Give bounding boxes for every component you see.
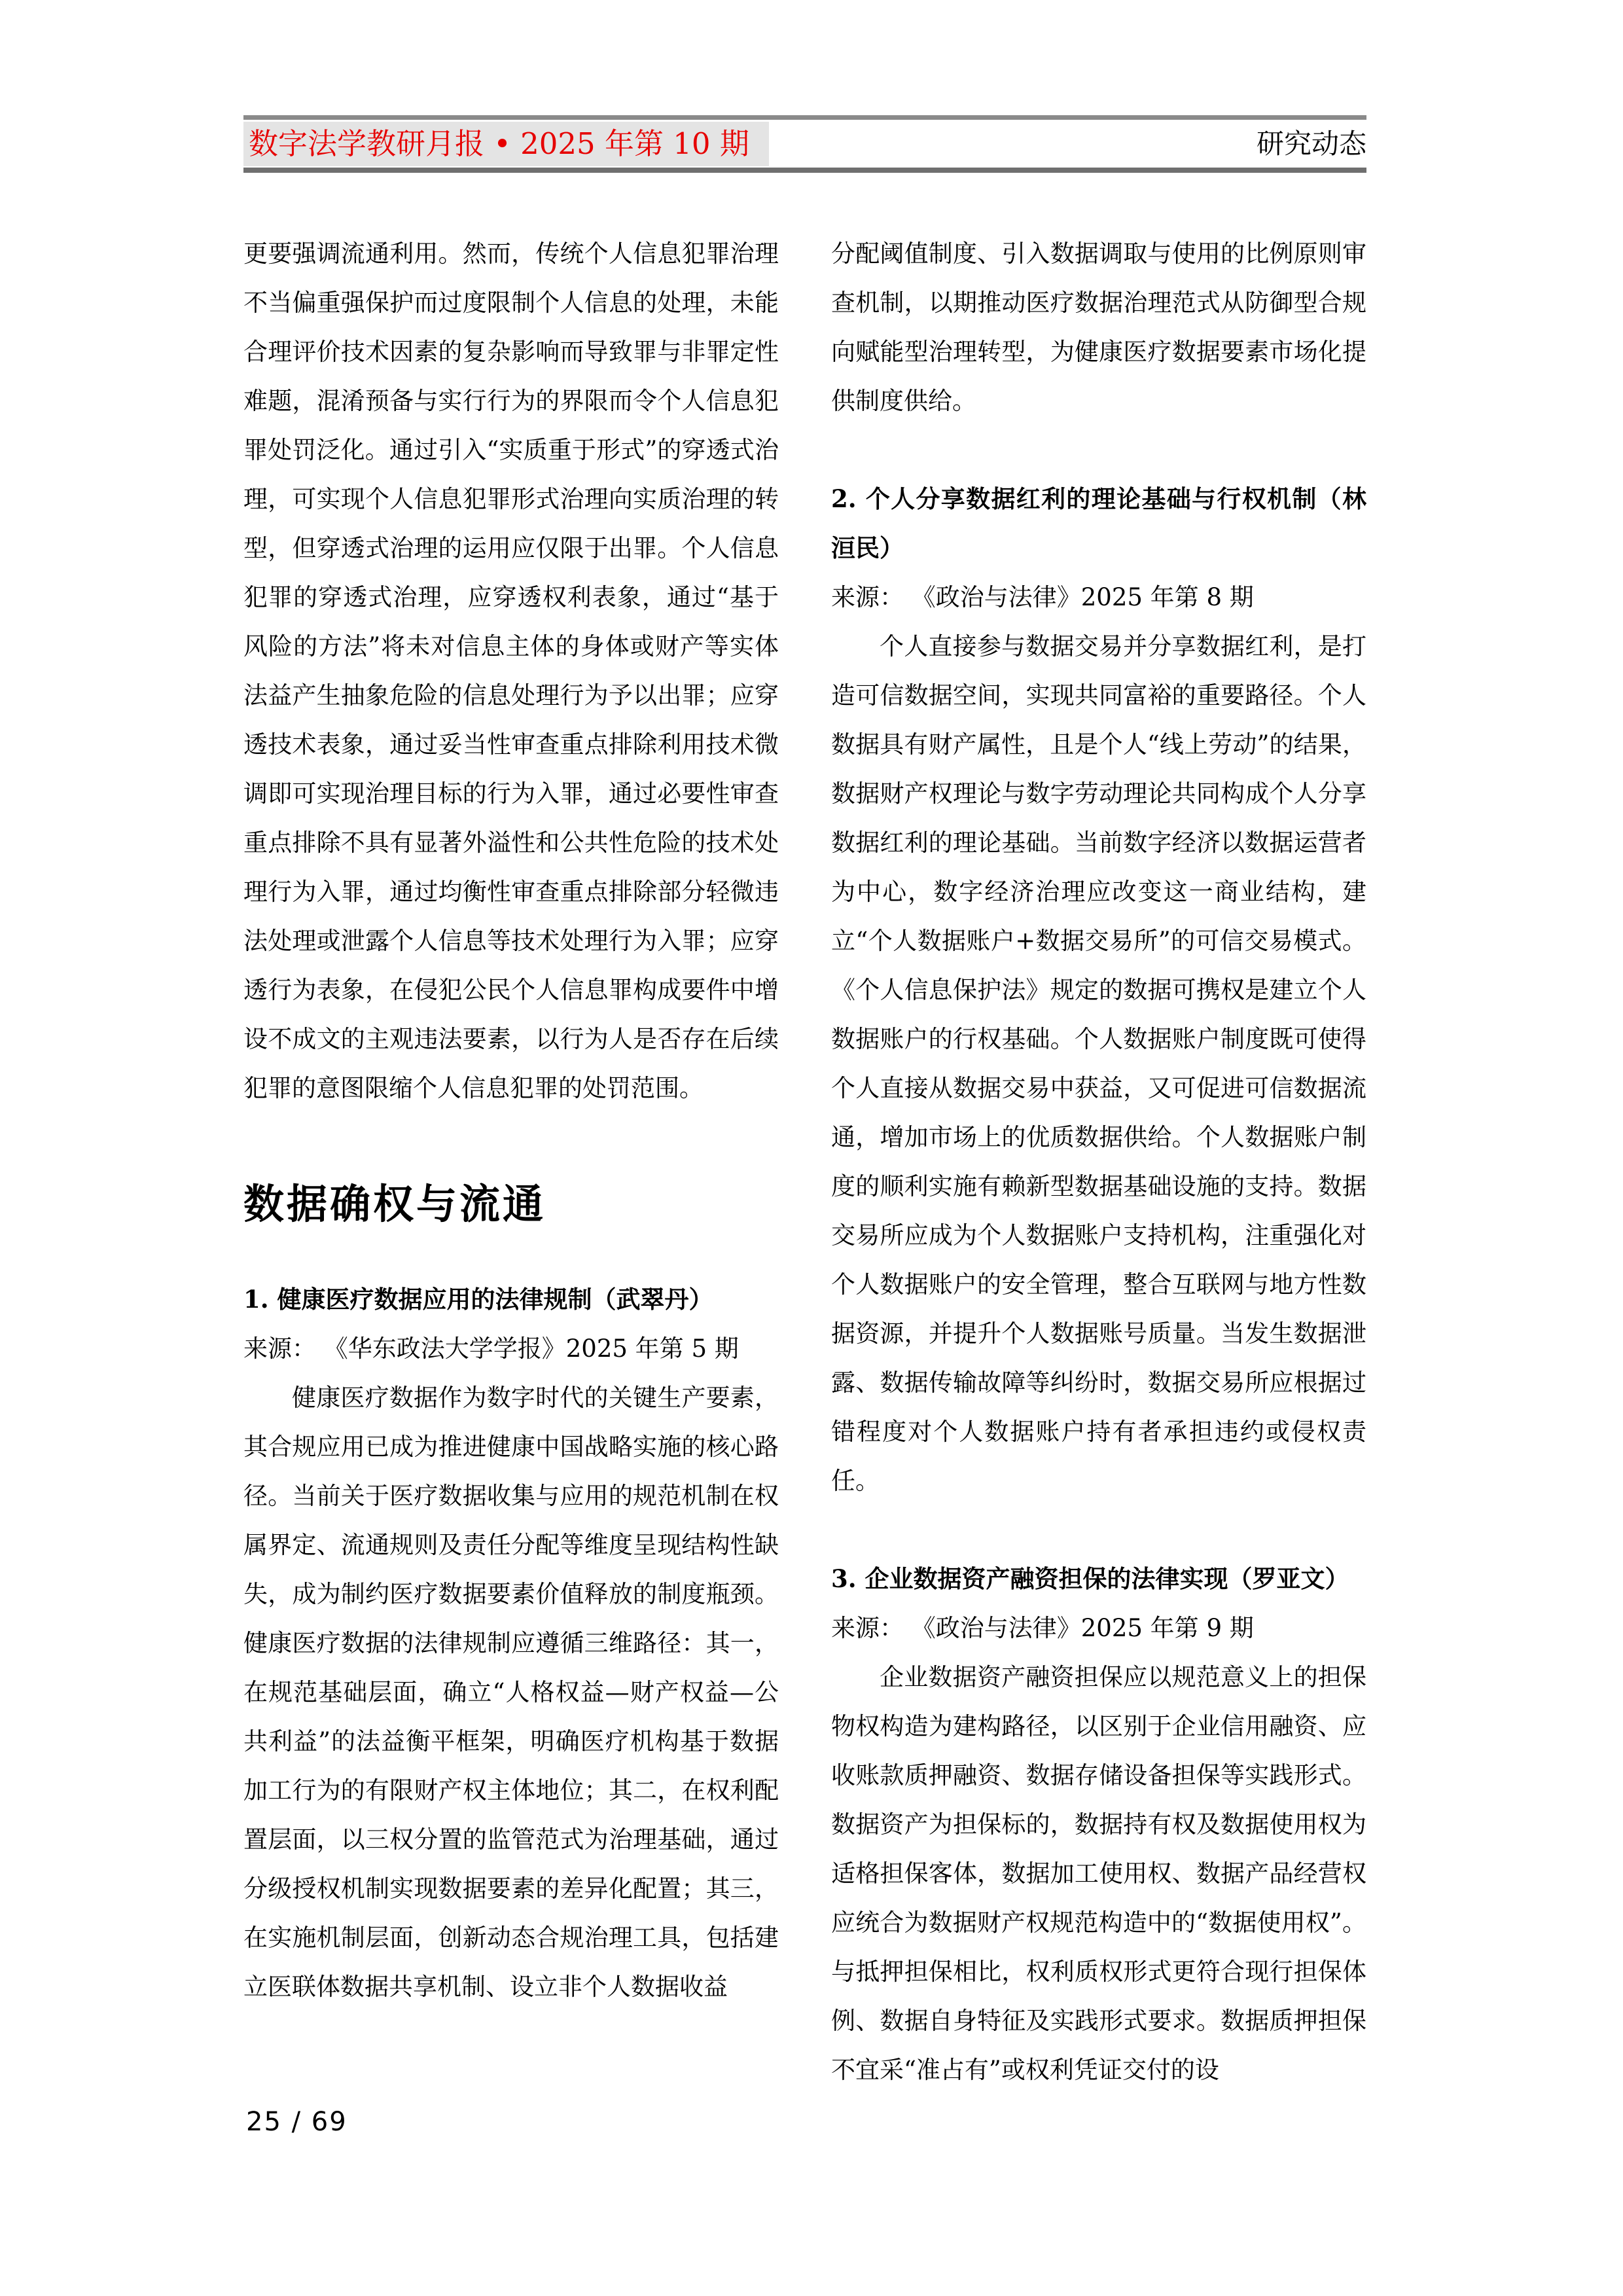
right-column [831,229,1366,2094]
article-3-body: 企业数据资产融资担保应以规范意义上的担保物权构造为建构路径，以区别于企业信用融资、应收账款质押融资、数据存储设备担保等实践形式。数据资产为担保标的，数据持有权及数据使用权为适格担保客体，数据加工使用权、数据产品经营权应统合为数据财产权规范构造中的“数据使用权”。与抵押担保相比，权利质权形式更符合现行担保体例、数据自身特征及实践形式要求。数据质押担保不宜采“准占有”或权利凭证交付的设 [831,1663,1366,2084]
left-column [243,229,779,2094]
continuation-paragraph: 更要强调流通利用。然而，传统个人信息犯罪治理不当偏重强保护而过度限制个人信息的处理，未能合理评价技术因素的复杂影响而导致罪与非罪定性难题，混淆预备与实行行为的界限而令个人信息犯罪处罚泛化。通过引入“实质重于形式”的穿透式治理，可实现个人信息犯罪形式治理向实质治理的转型，但穿透式治理的运用应仅限于出罪。个人信息犯罪的穿透式治理，应穿透权利表象，通过“基于风险的方法”将未对信息主体的身体或财产等实体法益产生抽象危险的信息处理行为予以出罪；应穿透技术表象，通过妥当性审查重点排除利用技术微调即可实现治理目标的行为入罪，通过必要性审查重点排除不具有显著外溢性和公共性危险的技术处理行为入罪，通过均衡性审查重点排除部分轻微违法处理或泄露个人信息等技术处理行为入罪；应穿透行为表象，在侵犯公民个人信息罪构成要件中增设不成文的主观违法要素，以行为人是否存在后续犯罪的意图限缩个人信息犯罪的处罚范围。 [243,240,779,1102]
article-2-title: 2. 个人分享数据红利的理论基础与行权机制（林洹民） [831,484,1366,562]
article-2-source: 来源： 《政治与法律》2025 年第 8 期 [831,583,1254,611]
article-1-title: 1. 健康医疗数据应用的法律规制（武翠丹） [243,1285,713,1314]
header-top-rule [243,115,1366,120]
article-1-body: 健康医疗数据作为数字时代的关键生产要素，其合规应用已成为推进健康中国战略实施的核心路径。当前关于医疗数据收集与应用的规范机制在权属界定、流通规则及责任分配等维度呈现结构性缺失，成为制约医疗数据要素价值释放的制度瓶颈。健康医疗数据的法律规制应遵循三维路径：其一，在规范基础层面，确立“人格权益—财产权益—公共利益”的法益衡平框架，明确医疗机构基于数据加工行为的有限财产权主体地位；其二，在权利配置层面，以三权分置的监管范式为治理基础，通过分级授权机制实现数据要素的差异化配置；其三，在实施机制层面，创新动态合规治理工具，包括建立医联体数据共享机制、设立非个人数据收益 [243,1384,779,2001]
continuation-paragraph-right: 分配阈值制度、引入数据调取与使用的比例原则审查机制，以期推动医疗数据治理范式从防御型合规向赋能型治理转型，为健康医疗数据要素市场化提供制度供给。 [831,240,1366,415]
two-column-body [243,229,1366,2094]
section-heading: 数据确权与流通 [243,1180,546,1228]
masthead-title: 数字法学教研月报 • 2025 年第 10 期 [243,122,769,166]
article-3-source: 来源： 《政治与法律》2025 年第 9 期 [831,1614,1254,1642]
page-header [243,120,1366,168]
article-3-title: 3. 企业数据资产融资担保的法律实现（罗亚文） [831,1564,1349,1593]
article-1-source: 来源： 《华东政法大学学报》2025 年第 5 期 [243,1335,739,1363]
page-number: 25 / 69 [246,2107,348,2137]
header-bottom-rule [243,168,1366,173]
header-section-label: 研究动态 [1256,127,1366,160]
article-2-body: 个人直接参与数据交易并分享数据红利，是打造可信数据空间，实现共同富裕的重要路径。个人数据具有财产属性，且是个人“线上劳动”的结果，数据财产权理论与数字劳动理论共同构成个人分享数据红利的理论基础。当前数字经济以数据运营者为中心，数字经济治理应改变这一商业结构，建立“个人数据账户+数据交易所”的可信交易模式。《个人信息保护法》规定的数据可携权是建立个人数据账户的行权基础。个人数据账户制度既可使得个人直接从数据交易中获益，又可促进可信数据流通，增加市场上的优质数据供给。个人数据账户制度的顺利实施有赖新型数据基础设施的支持。数据交易所应成为个人数据账户支持机构，注重强化对个人数据账户的安全管理，整合互联网与地方性数据资源，并提升个人数据账号质量。当发生数据泄露、数据传输故障等纠纷时，数据交易所应根据过错程度对个人数据账户持有者承担违约或侵权责任。 [831,632,1366,1495]
